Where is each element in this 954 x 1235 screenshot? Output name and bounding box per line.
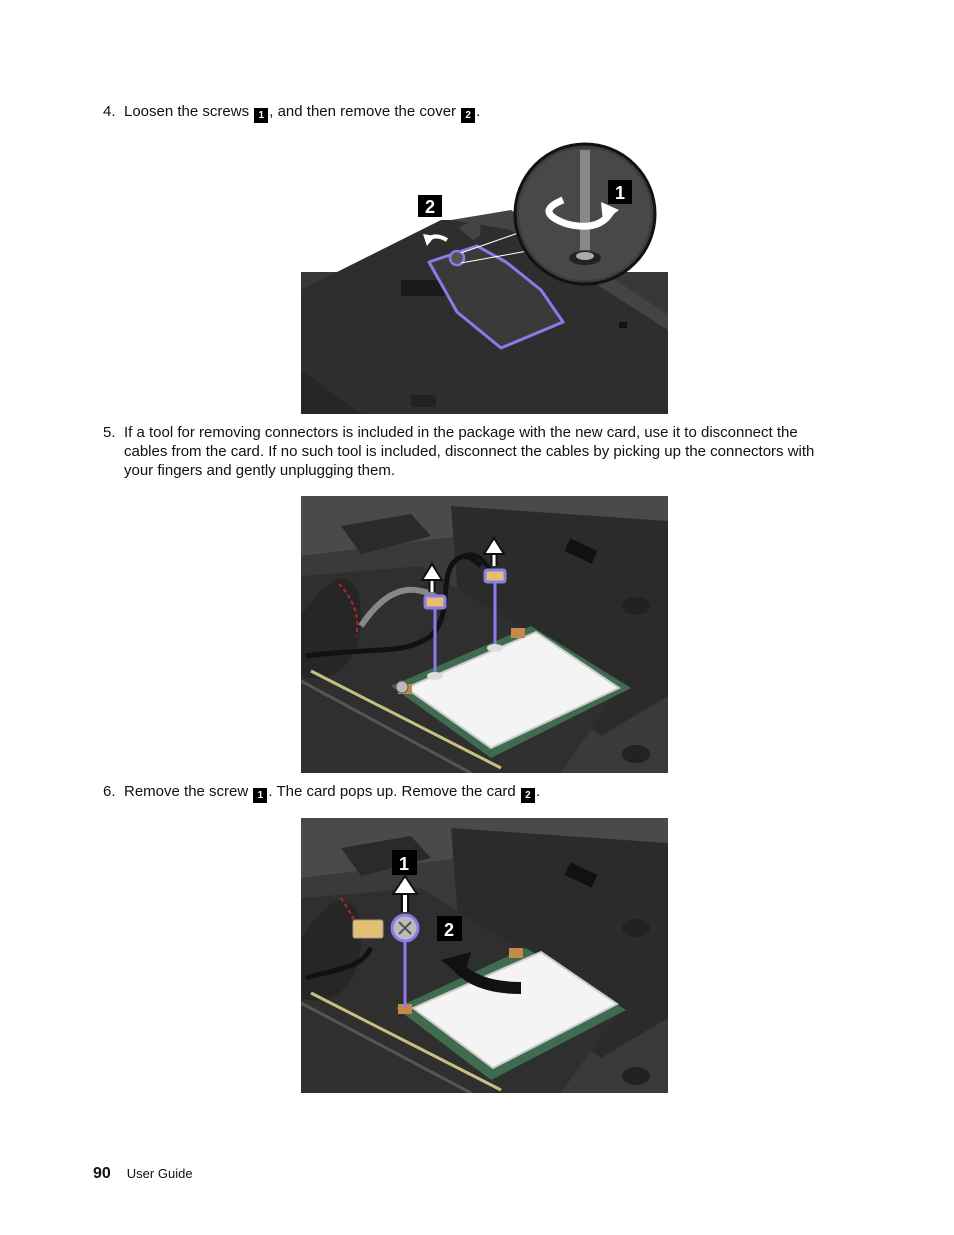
callout-badge: 1 [253,788,267,803]
figure-disconnect-cables [301,496,668,773]
figure-disconnect-cables-illustration [301,496,668,773]
document-title: User Guide [126,1166,193,1181]
step-text: If a tool for removing connectors is included in the package with the new card, use it to disconnect the cables from the card. If no such tool is included, disconnect the cables by picking up the connectors with your fingers and gently unplugging them. [124,424,815,479]
figure-remove-card-illustration [301,818,668,1093]
step-4 [103,102,843,123]
step-number: 5. [103,424,116,441]
figure-remove-cover-illustration [301,140,668,414]
page-number: 90 [93,1165,111,1182]
step-text: Remove the screw 1 . The card pops up. Remove the card 2 . [124,783,541,801]
callout-badge: 2 [521,788,535,803]
callout-badge: 2 [461,108,475,123]
step-number: 6. [103,783,116,800]
svg-text:1: 1 [398,854,410,874]
svg-text:2: 2 [443,920,455,940]
svg-text:1: 1 [614,183,626,203]
svg-text:2: 2 [424,197,436,217]
step-5 [103,423,843,480]
figure-remove-cover [301,140,668,414]
step-6 [103,782,843,803]
step-text: Loosen the screws 1 , and then remove the cover 2 . [124,103,481,121]
page-footer [93,1165,193,1183]
step-number: 4. [103,103,116,120]
figure-remove-card [301,818,668,1093]
callout-badge: 1 [254,108,268,123]
